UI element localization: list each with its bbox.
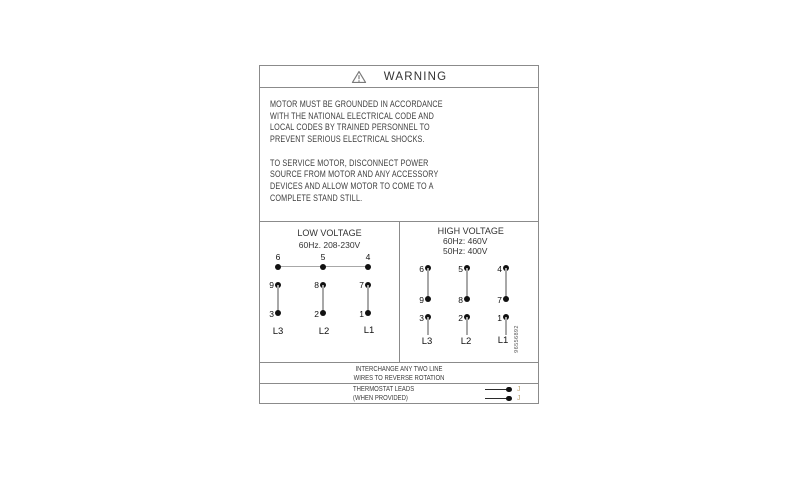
warning-line: LOCAL CODES BY TRAINED PERSONNEL TO [270,122,430,133]
supply-lead-line [466,317,467,335]
terminal-dot [464,296,470,302]
jumper-line [277,285,278,314]
low-voltage-diagram [260,221,399,362]
jumper-line [466,268,467,299]
terminal-dot [365,310,371,316]
terminal-dot [320,310,326,316]
line-label-l2: L2 [318,326,330,337]
rotation-note-line2: WIRES TO REVERSE ROTATION [353,375,445,382]
terminal-2: 2 [458,312,463,323]
terminal-7: 7 [497,294,502,305]
terminal-6: 6 [275,252,281,262]
jumper-line [367,285,368,314]
motor-warning-label [259,65,539,404]
thermostat-lead-tag: J [517,385,521,393]
low-voltage-rating: 60Hz. 208-230V [298,239,361,250]
warning-line: COMPLETE STAND STILL. [270,192,363,203]
line-label-l1: L1 [497,335,509,346]
thermostat-note-line2: (WHEN PROVIDED) [353,395,408,402]
terminal-5: 5 [320,252,326,262]
supply-lead-line [427,317,428,335]
warning-line: DEVICES AND ALLOW MOTOR TO COME TO A [270,180,434,191]
terminal-8: 8 [314,280,319,290]
line-label-l1: L1 [363,325,375,336]
terminal-9: 9 [269,280,274,290]
high-voltage-rating-60hz: 60Hz: 460V [443,236,488,246]
warning-line: WITH THE NATIONAL ELECTRICAL CODE AND [270,110,434,121]
terminal-3: 3 [419,312,424,323]
warning-header [260,66,538,88]
part-number: 96556892 [514,325,520,353]
rotation-note-line1: INTERCHANGE ANY TWO LINE [355,365,443,373]
high-voltage-rating-50hz: 50Hz: 400V [443,245,488,256]
terminal-7: 7 [359,280,364,290]
thermostat-lead-dot [506,387,512,393]
terminal-9: 9 [419,294,424,305]
warning-line: TO SERVICE MOTOR, DISCONNECT POWER [270,157,429,168]
warning-line: SOURCE FROM MOTOR AND ANY ACCESSORY [270,169,439,180]
high-voltage-title: HIGH VOLTAGE [437,225,504,236]
terminal-dot [365,264,371,270]
terminal-5: 5 [458,263,463,274]
terminal-8: 8 [458,294,463,305]
warning-title: WARNING [383,70,448,83]
terminal-dot [503,296,509,302]
thermostat-lead-wire [485,398,508,399]
supply-lead-line [505,317,506,335]
terminal-dot [320,264,326,270]
terminal-6: 6 [419,263,424,274]
thermostat-lead-tag: J [517,394,521,402]
rotation-note-row [260,362,538,383]
terminal-4: 4 [497,263,502,274]
terminal-1: 1 [359,308,364,319]
terminal-dot [425,296,431,302]
high-voltage-diagram [399,221,539,362]
line-label-l3: L3 [272,326,284,337]
low-voltage-title: LOW VOLTAGE [297,228,362,238]
thermostat-lead-dot [506,396,512,402]
terminal-dot [275,310,281,316]
warning-line: PREVENT SERIOUS ELECTRICAL SHOCKS. [270,134,425,145]
warning-text-block [270,99,530,204]
thermostat-note-line1: THERMOSTAT LEADS [353,386,415,393]
line-label-l2: L2 [460,336,472,347]
jumper-line [505,268,506,299]
terminal-3: 3 [269,308,274,319]
jumper-line [322,285,323,314]
line-label-l3: L3 [421,336,433,347]
thermostat-leads-row [260,383,538,402]
terminal-4: 4 [365,252,371,262]
jumper-line [427,268,428,299]
warning-triangle-icon [351,70,367,84]
terminal-1: 1 [497,312,502,323]
terminal-2: 2 [314,308,319,319]
paragraph-gap [270,146,530,158]
thermostat-lead-wire [485,389,508,390]
terminal-dot [275,264,281,270]
warning-line: MOTOR MUST BE GROUNDED IN ACCORDANCE [270,99,443,109]
